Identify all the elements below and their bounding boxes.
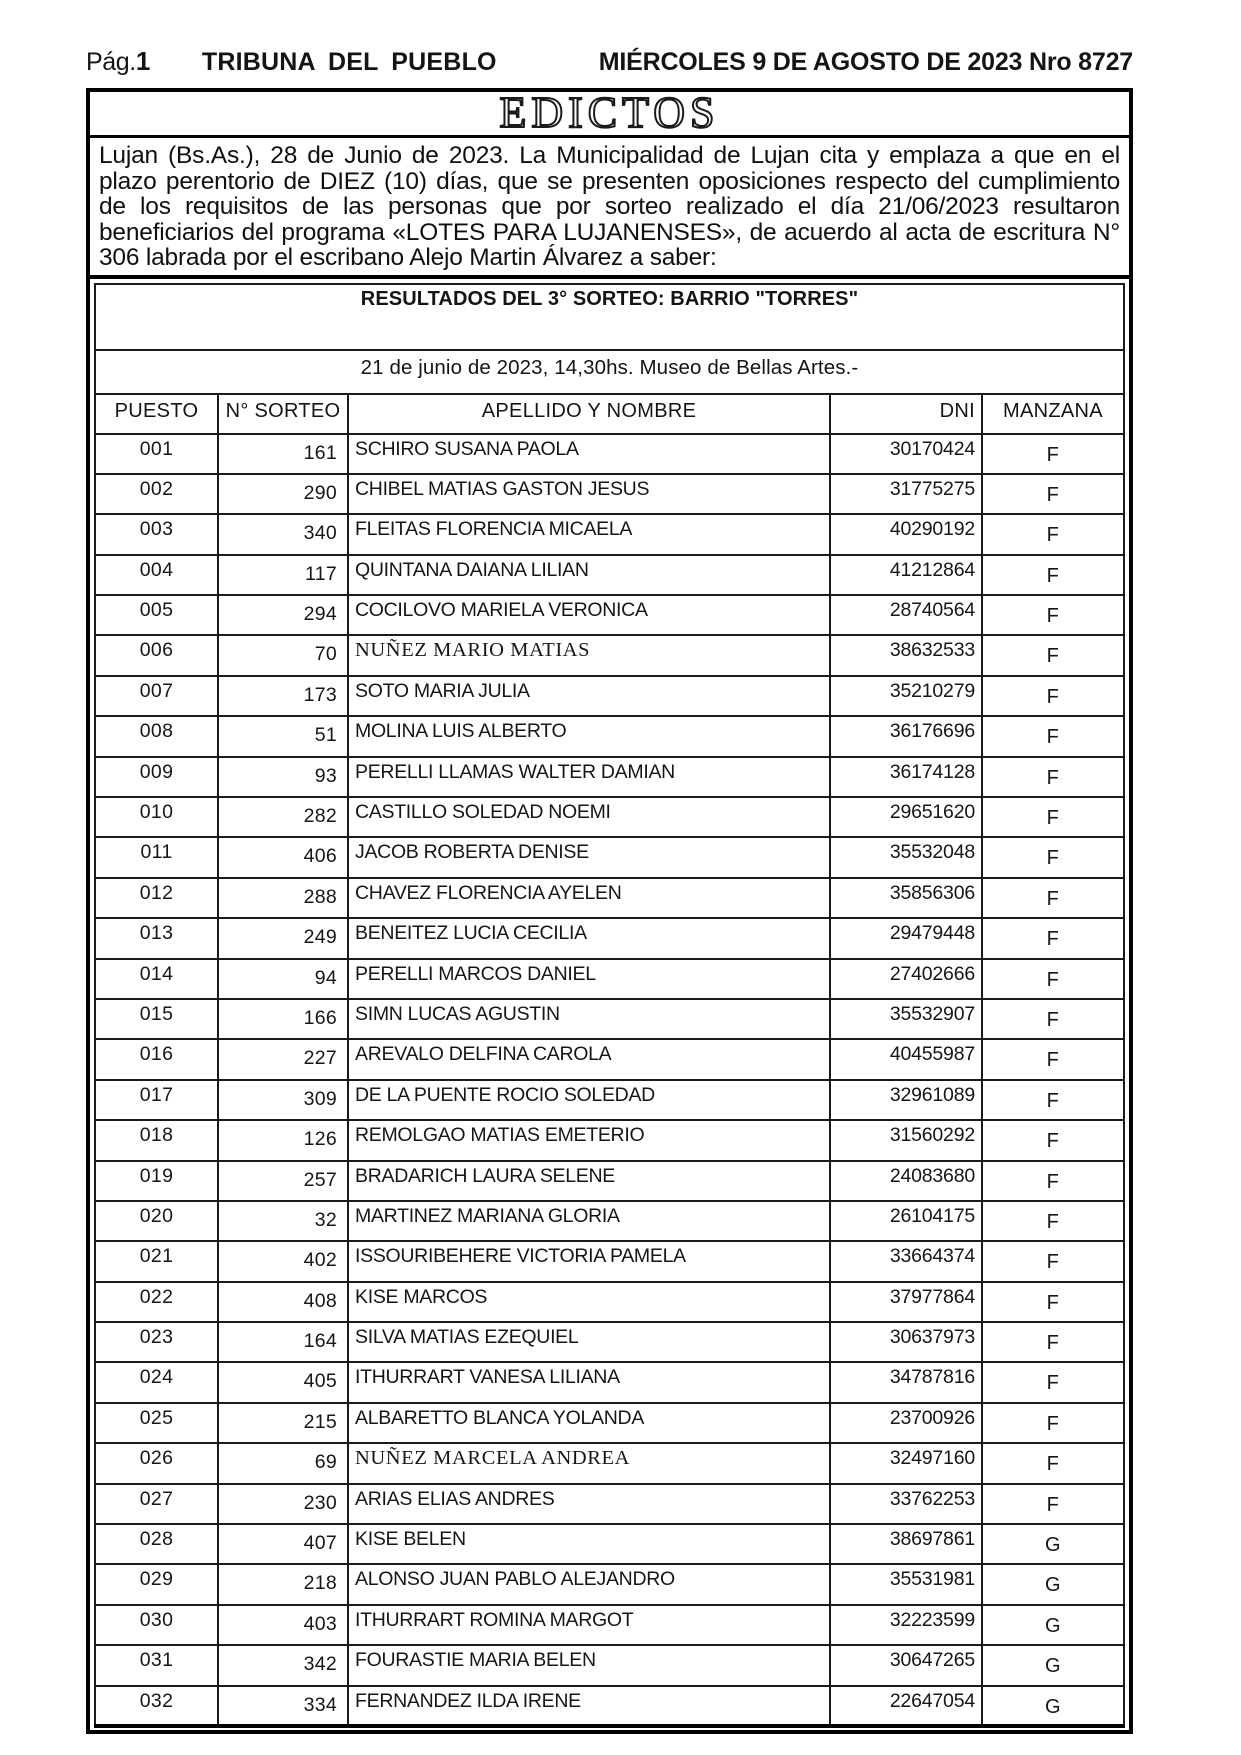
table-row (95, 635, 1124, 675)
cell-nombre: CASTILLO SOLEDAD NOEMI (348, 797, 830, 837)
cell-dni: 36176696 (830, 716, 982, 756)
cell-manzana: F (982, 434, 1124, 474)
table-row (95, 1645, 1124, 1685)
cell-nombre: SOTO MARIA JULIA (348, 676, 830, 716)
table-subtitle: 21 de junio de 2023, 14,30hs. Museo de Bellas Artes.- (95, 350, 1124, 394)
cell-dni: 30170424 (830, 434, 982, 474)
page-label: Pág. (86, 48, 136, 76)
cell-manzana: G (982, 1605, 1124, 1645)
cell-nombre: KISE BELEN (348, 1524, 830, 1564)
cell-sorteo: 230 (218, 1484, 348, 1524)
cell-sorteo: 215 (218, 1403, 348, 1443)
cell-nombre: DE LA PUENTE ROCIO SOLEDAD (348, 1080, 830, 1120)
column-header-dni: DNI (830, 394, 982, 434)
cell-manzana: F (982, 1080, 1124, 1120)
cell-sorteo: 282 (218, 797, 348, 837)
cell-dni: 38697861 (830, 1524, 982, 1564)
cell-manzana: F (982, 1362, 1124, 1402)
table-row (95, 1161, 1124, 1201)
cell-sorteo: 51 (218, 716, 348, 756)
table-header-row (95, 394, 1124, 434)
table-title-row (95, 284, 1124, 350)
table-row (95, 1039, 1124, 1079)
cell-puesto: 012 (95, 878, 218, 918)
cell-manzana: F (982, 1241, 1124, 1281)
cell-puesto: 025 (95, 1403, 218, 1443)
page-number: 1 (135, 46, 150, 76)
table-row (95, 1484, 1124, 1524)
cell-manzana: F (982, 1161, 1124, 1201)
cell-sorteo: 69 (218, 1443, 348, 1483)
cell-nombre: PERELLI LLAMAS WALTER DAMIAN (348, 757, 830, 797)
cell-puesto: 027 (95, 1484, 218, 1524)
table-row (95, 1201, 1124, 1241)
table-row (95, 1443, 1124, 1483)
cell-puesto: 017 (95, 1080, 218, 1120)
cell-manzana: F (982, 1039, 1124, 1079)
table-row (95, 1362, 1124, 1402)
cell-dni: 36174128 (830, 757, 982, 797)
cell-nombre: BRADARICH LAURA SELENE (348, 1161, 830, 1201)
cell-sorteo: 164 (218, 1322, 348, 1362)
cell-puesto: 021 (95, 1241, 218, 1281)
cell-nombre: NUÑEZ MARIO MATIAS (348, 635, 830, 675)
edicts-notice: Lujan (Bs.As.), 28 de Junio de 2023. La Municipalidad de Lujan cita y emplaza a que en el plazo perentorio de DIEZ (10) días, que se presenten oposiciones respecto del cumplimiento de los requisitos de las personas que por sorteo realizado el día 21/06/2023 resultaron beneficiarios del programa «LOTES PARA LUJANENSES», de acuerdo al acta de escritura N° 306 labrada por el escribano Alejo Martin Álvarez a saber: (90, 138, 1129, 279)
cell-sorteo: 406 (218, 837, 348, 877)
cell-dni: 34787816 (830, 1362, 982, 1402)
cell-nombre: SILVA MATIAS EZEQUIEL (348, 1322, 830, 1362)
cell-dni: 33664374 (830, 1241, 982, 1281)
cell-puesto: 015 (95, 999, 218, 1039)
edicts-title: EDICTOS (494, 92, 726, 138)
cell-manzana: F (982, 1443, 1124, 1483)
cell-manzana: F (982, 837, 1124, 877)
cell-dni: 29651620 (830, 797, 982, 837)
cell-puesto: 018 (95, 1120, 218, 1160)
table-title: RESULTADOS DEL 3° SORTEO: BARRIO "TORRES" (95, 284, 1124, 350)
table-row (95, 555, 1124, 595)
table-row (95, 1524, 1124, 1564)
cell-dni: 40455987 (830, 1039, 982, 1079)
cell-puesto: 004 (95, 555, 218, 595)
cell-puesto: 011 (95, 837, 218, 877)
cell-puesto: 010 (95, 797, 218, 837)
cell-dni: 35531981 (830, 1564, 982, 1604)
cell-dni: 35532907 (830, 999, 982, 1039)
cell-manzana: F (982, 999, 1124, 1039)
column-header-sorteo: N° SORTEO (218, 394, 348, 434)
table-row (95, 1605, 1124, 1645)
cell-puesto: 008 (95, 716, 218, 756)
cell-puesto: 016 (95, 1039, 218, 1079)
cell-nombre: FLEITAS FLORENCIA MICAELA (348, 514, 830, 554)
table-row (95, 837, 1124, 877)
cell-dni: 35210279 (830, 676, 982, 716)
cell-sorteo: 70 (218, 635, 348, 675)
cell-nombre: COCILOVO MARIELA VERONICA (348, 595, 830, 635)
cell-dni: 30647265 (830, 1645, 982, 1685)
cell-sorteo: 403 (218, 1605, 348, 1645)
cell-puesto: 026 (95, 1443, 218, 1483)
cell-nombre: ISSOURIBEHERE VICTORIA PAMELA (348, 1241, 830, 1281)
cell-dni: 31775275 (830, 474, 982, 514)
cell-sorteo: 218 (218, 1564, 348, 1604)
cell-nombre: JACOB ROBERTA DENISE (348, 837, 830, 877)
table-row (95, 1241, 1124, 1281)
cell-puesto: 024 (95, 1362, 218, 1402)
table-row (95, 716, 1124, 756)
cell-dni: 41212864 (830, 555, 982, 595)
cell-dni: 32961089 (830, 1080, 982, 1120)
cell-nombre: SIMN LUCAS AGUSTIN (348, 999, 830, 1039)
column-header-manzana: MANZANA (982, 394, 1124, 434)
cell-nombre: REMOLGAO MATIAS EMETERIO (348, 1120, 830, 1160)
table-row (95, 1120, 1124, 1160)
cell-manzana: F (982, 676, 1124, 716)
cell-sorteo: 94 (218, 959, 348, 999)
table-row (95, 797, 1124, 837)
cell-nombre: FERNANDEZ ILDA IRENE (348, 1686, 830, 1726)
table-row (95, 1564, 1124, 1604)
cell-manzana: G (982, 1564, 1124, 1604)
publication-name: TRIBUNA DEL PUEBLO (201, 48, 497, 76)
cell-nombre: CHAVEZ FLORENCIA AYELEN (348, 878, 830, 918)
cell-manzana: F (982, 716, 1124, 756)
table-row (95, 878, 1124, 918)
cell-puesto: 002 (95, 474, 218, 514)
results-table-wrap (94, 283, 1125, 1729)
cell-manzana: F (982, 635, 1124, 675)
cell-dni: 40290192 (830, 514, 982, 554)
table-row (95, 1686, 1124, 1726)
cell-puesto: 023 (95, 1322, 218, 1362)
cell-dni: 22647054 (830, 1686, 982, 1726)
cell-nombre: ITHURRART VANESA LILIANA (348, 1362, 830, 1402)
cell-sorteo: 342 (218, 1645, 348, 1685)
cell-nombre: FOURASTIE MARIA BELEN (348, 1645, 830, 1685)
table-row (95, 676, 1124, 716)
cell-dni: 28740564 (830, 595, 982, 635)
cell-puesto: 030 (95, 1605, 218, 1645)
cell-manzana: F (982, 1201, 1124, 1241)
cell-manzana: F (982, 1403, 1124, 1443)
cell-sorteo: 408 (218, 1282, 348, 1322)
table-row (95, 1282, 1124, 1322)
cell-sorteo: 166 (218, 999, 348, 1039)
cell-puesto: 028 (95, 1524, 218, 1564)
cell-puesto: 001 (95, 434, 218, 474)
cell-sorteo: 405 (218, 1362, 348, 1402)
cell-dni: 23700926 (830, 1403, 982, 1443)
cell-sorteo: 126 (218, 1120, 348, 1160)
cell-dni: 32497160 (830, 1443, 982, 1483)
cell-dni: 24083680 (830, 1161, 982, 1201)
cell-puesto: 014 (95, 959, 218, 999)
cell-sorteo: 32 (218, 1201, 348, 1241)
cell-nombre: BENEITEZ LUCIA CECILIA (348, 918, 830, 958)
cell-sorteo: 294 (218, 595, 348, 635)
cell-nombre: ALBARETTO BLANCA YOLANDA (348, 1403, 830, 1443)
cell-sorteo: 288 (218, 878, 348, 918)
cell-manzana: G (982, 1524, 1124, 1564)
cell-sorteo: 249 (218, 918, 348, 958)
cell-puesto: 009 (95, 757, 218, 797)
edicts-box (86, 88, 1133, 1734)
table-row (95, 1080, 1124, 1120)
page-header-left (86, 46, 497, 77)
cell-puesto: 020 (95, 1201, 218, 1241)
cell-nombre: AREVALO DELFINA CAROLA (348, 1039, 830, 1079)
table-row (95, 1403, 1124, 1443)
cell-sorteo: 309 (218, 1080, 348, 1120)
cell-sorteo: 173 (218, 676, 348, 716)
cell-nombre: ALONSO JUAN PABLO ALEJANDRO (348, 1564, 830, 1604)
cell-sorteo: 407 (218, 1524, 348, 1564)
cell-nombre: ARIAS ELIAS ANDRES (348, 1484, 830, 1524)
cell-manzana: F (982, 595, 1124, 635)
edicts-title-band (90, 88, 1129, 138)
table-row (95, 757, 1124, 797)
cell-puesto: 003 (95, 514, 218, 554)
cell-manzana: F (982, 1282, 1124, 1322)
cell-nombre: MARTINEZ MARIANA GLORIA (348, 1201, 830, 1241)
cell-puesto: 031 (95, 1645, 218, 1685)
cell-dni: 31560292 (830, 1120, 982, 1160)
page-header (86, 46, 1133, 77)
cell-manzana: F (982, 918, 1124, 958)
cell-dni: 30637973 (830, 1322, 982, 1362)
cell-nombre: MOLINA LUIS ALBERTO (348, 716, 830, 756)
table-row (95, 959, 1124, 999)
cell-sorteo: 227 (218, 1039, 348, 1079)
cell-puesto: 007 (95, 676, 218, 716)
cell-sorteo: 257 (218, 1161, 348, 1201)
cell-dni: 29479448 (830, 918, 982, 958)
table-row (95, 999, 1124, 1039)
cell-nombre: PERELLI MARCOS DANIEL (348, 959, 830, 999)
cell-sorteo: 334 (218, 1686, 348, 1726)
results-table (94, 283, 1125, 1729)
cell-puesto: 032 (95, 1686, 218, 1726)
cell-manzana: F (982, 959, 1124, 999)
cell-dni: 32223599 (830, 1605, 982, 1645)
cell-manzana: F (982, 1484, 1124, 1524)
cell-manzana: F (982, 757, 1124, 797)
cell-sorteo: 402 (218, 1241, 348, 1281)
cell-manzana: F (982, 1322, 1124, 1362)
cell-manzana: F (982, 555, 1124, 595)
issue-info: MIÉRCOLES 9 DE AGOSTO DE 2023 Nro 8727 (598, 48, 1133, 76)
cell-manzana: F (982, 514, 1124, 554)
cell-manzana: G (982, 1645, 1124, 1685)
cell-sorteo: 93 (218, 757, 348, 797)
cell-nombre: SCHIRO SUSANA PAOLA (348, 434, 830, 474)
cell-manzana: F (982, 1120, 1124, 1160)
table-subtitle-row (95, 350, 1124, 394)
cell-puesto: 022 (95, 1282, 218, 1322)
table-row (95, 918, 1124, 958)
cell-manzana: F (982, 878, 1124, 918)
cell-puesto: 019 (95, 1161, 218, 1201)
column-header-nombre: APELLIDO Y NOMBRE (348, 394, 830, 434)
cell-sorteo: 340 (218, 514, 348, 554)
cell-sorteo: 117 (218, 555, 348, 595)
cell-dni: 33762253 (830, 1484, 982, 1524)
cell-puesto: 005 (95, 595, 218, 635)
table-row (95, 434, 1124, 474)
column-header-puesto: PUESTO (95, 394, 218, 434)
cell-manzana: F (982, 797, 1124, 837)
table-row (95, 514, 1124, 554)
table-row (95, 595, 1124, 635)
cell-puesto: 029 (95, 1564, 218, 1604)
cell-dni: 35856306 (830, 878, 982, 918)
cell-nombre: QUINTANA DAIANA LILIAN (348, 555, 830, 595)
cell-puesto: 013 (95, 918, 218, 958)
table-row (95, 1322, 1124, 1362)
cell-manzana: G (982, 1686, 1124, 1726)
cell-dni: 38632533 (830, 635, 982, 675)
cell-dni: 35532048 (830, 837, 982, 877)
cell-nombre: ITHURRART ROMINA MARGOT (348, 1605, 830, 1645)
cell-nombre: CHIBEL MATIAS GASTON JESUS (348, 474, 830, 514)
cell-dni: 27402666 (830, 959, 982, 999)
cell-sorteo: 290 (218, 474, 348, 514)
cell-nombre: NUÑEZ MARCELA ANDREA (348, 1443, 830, 1483)
table-row (95, 474, 1124, 514)
cell-sorteo: 161 (218, 434, 348, 474)
cell-dni: 26104175 (830, 1201, 982, 1241)
cell-puesto: 006 (95, 635, 218, 675)
cell-dni: 37977864 (830, 1282, 982, 1322)
cell-nombre: KISE MARCOS (348, 1282, 830, 1322)
cell-manzana: F (982, 474, 1124, 514)
